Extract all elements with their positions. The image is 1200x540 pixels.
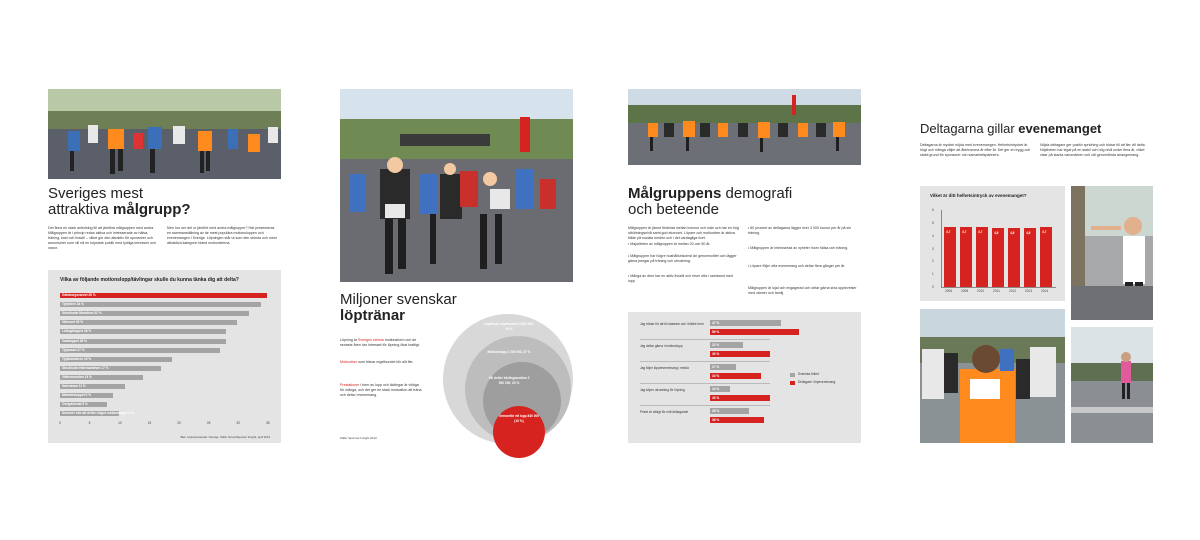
x-tick-1: 5: [88, 421, 91, 425]
category-label-0: Jag tränar för att bli starkare och i bättre form: [640, 322, 704, 326]
column-value-4: 4,6: [1010, 230, 1015, 235]
bar-label-12: Övriga/annat 8 %: [62, 402, 88, 407]
bar-value-0-0: 47 %: [712, 320, 720, 325]
page4-chart-title: Vilket är ditt helhetsintryck av evenemanget?: [930, 193, 1027, 198]
page4-intro-right: Nöjda deltagare ger positiv spridning och bidrar till att fler vill delta. Nöjdheten har legat på en stabil och hög nivå under flera år, vilket visar på starka varumärken och väl genomförda arrangemang.: [1040, 143, 1146, 157]
page1-chart-title: Vilka av följande motionslopp/tävlingar skulle du kunna tänka dig att delta?: [60, 277, 239, 283]
x-tick-5: 25: [206, 421, 211, 425]
page4-intro-left: Deltagarna är mycket nöjda med evenemangen. Helhetsintrycket är högt och många väljer att återkomma år efter år. Det ger en trygg och stabil grund för sponsorer och samarbetspartners.: [920, 143, 1031, 157]
bar-3: [60, 320, 237, 325]
bar-label-2: Stockholm Marathon 32 %: [62, 311, 102, 316]
ring-second-label: Motionslopp 2 200 000, 27 %: [487, 350, 531, 354]
page1-title-line2-bold: målgrupp?: [113, 200, 191, 218]
bar-value-2-0: 17 %: [712, 364, 720, 369]
bar-value-3-1: 40 %: [712, 395, 720, 400]
runners-photo-5: [1071, 186, 1153, 320]
column-value-6: 4,7: [1042, 229, 1047, 234]
bar-label-13: Kommer inte att delta i något motionslopp 10 %: [62, 411, 135, 416]
page3-bullet-right-2: • Målgruppen är intresserad av nyheter inom hälsa och träning.: [748, 246, 849, 250]
page2-title-line2: löptränar: [340, 306, 406, 324]
bar-1: [60, 302, 261, 307]
legend-swatch-gray: [790, 373, 795, 377]
runners-photo-1: [48, 89, 281, 179]
column-category-0: 2006: [945, 289, 953, 293]
y-tick-1: 5: [932, 220, 934, 225]
divider-3: [640, 405, 770, 406]
page2-para3-highlight: Prestationer: [340, 383, 360, 387]
page3-outro: Målgruppen är lojal och engagerad och delar gärna sina upplevelser med vänner och familj.: [748, 286, 857, 295]
bar-label-7: Tjejklassikern 19 %: [62, 356, 92, 361]
bar-value-1-1: 40 %: [712, 351, 720, 356]
page3-bullet-left-1: • Majoriteten av målgruppen är mellan 20 och 50 år.: [628, 242, 711, 246]
y-tick-3: 3: [932, 246, 934, 251]
column-value-0: 4,7: [946, 229, 951, 234]
ring-outer-label: Löptränar regelbundet 3 000 000, 40 %: [484, 322, 534, 331]
x-tick-3: 15: [147, 421, 152, 425]
runners-photo-2: [340, 89, 573, 282]
y-tick-6: 0: [932, 285, 934, 289]
bar-label-3: Vårruset 30 %: [62, 320, 84, 325]
bar-label-4: Lidingöloppet 28 %: [62, 329, 92, 334]
bar-label-9: Vätternrundan 14 %: [62, 374, 92, 379]
page4-title-prefix: Deltagarna gillar: [920, 121, 1019, 136]
column-3: [992, 228, 1004, 287]
page4-title-bold: evenemanget: [1018, 121, 1102, 136]
column-6: [1040, 227, 1052, 287]
runners-photo-3: [628, 89, 861, 165]
page3-bullet-right-1: • 60 procent av deltagarna lägger över 3 000 kronor per år på sin träning.: [748, 226, 852, 235]
bar-label-8: Stockholm Halvmarathon 17 %: [62, 365, 109, 370]
page1-title: [48, 186, 191, 218]
ring-inner-label: Genomför ett lopp 840 000 (10 %): [498, 414, 540, 423]
bar-label-6: Tjejvasan 27 %: [62, 347, 85, 352]
x-tick-4: 20: [177, 421, 181, 425]
category-label-1: Jag deltar gärna i motionslopp: [640, 344, 683, 348]
column-category-3: 2011: [993, 289, 1000, 293]
page3-bullet-left-3: • Många av dem har en aktiv livsstil och reser ofta i samband med lopp.: [628, 274, 733, 283]
y-tick-2: 4: [932, 233, 934, 238]
legend-label-gray: Svenska folket: [798, 372, 819, 376]
column-category-1: 2008: [961, 289, 969, 293]
page1-title-line2-prefix: attraktiva: [48, 200, 114, 218]
column-value-1: 4,7: [962, 229, 967, 234]
divider-2: [640, 383, 770, 384]
page2-para2-highlight: Motionärer: [340, 360, 358, 364]
page3-bullet-left-2: • Målgruppen har högre hushållsinkomst än genomsnittet och lägger gärna pengar på träning och utrustning.: [628, 254, 737, 263]
ring-third-label: Vill delta i tävlingsmotion 2 000 000, 25 %: [488, 376, 530, 385]
bar-label-11: Midnattsloppet 9 %: [62, 393, 92, 398]
page1-title-line1: Sveriges mest: [48, 185, 144, 202]
page3-intro: Målgruppen är jämnt fördelad mellan kvinnor och män och har en hög utbildningsnivå samt god ekonomi. Löpare och motionärer är aktiva både på sociala medier och i det vardagliga livet.: [628, 226, 739, 240]
bar-value-0-1: 59 %: [712, 329, 720, 334]
bar-0-0: [710, 320, 781, 326]
bar-value-4-1: 36 %: [712, 417, 720, 422]
divider-0: [640, 339, 770, 340]
bar-value-3-0: 13 %: [712, 386, 720, 391]
bar-value-2-1: 34 %: [712, 373, 720, 378]
y-tick-4: 2: [932, 259, 934, 264]
bar-label-5: Vasaloppet 28 %: [62, 338, 87, 343]
y-tick-0: 6: [932, 208, 934, 212]
column-value-2: 4,7: [978, 229, 983, 234]
page3-title-rest: demografi: [721, 185, 793, 202]
page3-title-bold: Målgruppens: [628, 185, 722, 202]
legend-label-red: Deltagare i löpevenemang: [798, 380, 836, 384]
bar-label-10: Halvvasan 11 %: [62, 384, 86, 388]
runners-photo-4: [920, 309, 1065, 443]
column-1: [960, 227, 972, 287]
page2-source: Källa: Sponsor Insight 2013: [340, 436, 377, 440]
page3-title-line2: och beteende: [628, 200, 719, 218]
page3-bullet-right-3: • Löpare följer ofta evenemang och deltar flera gånger per år.: [748, 264, 846, 268]
page2-para1: Löpning är Sveriges största motionsform och de senaste åren har intresset för löpning ökat kraftigt.: [340, 338, 420, 347]
column-2: [976, 227, 988, 287]
x-tick-7: 35: [266, 421, 270, 425]
y-axis-line: [941, 210, 942, 287]
page1-chart-source: Bas: Löpintresserade i Sverige. Källa: Novus/Sponsor Insight, april 2013: [180, 435, 270, 439]
bar-value-1-0: 22 %: [712, 342, 720, 347]
column-value-3: 4,6: [994, 230, 999, 235]
category-label-2: Jag följer löparevenemang i media: [640, 366, 689, 370]
x-axis-line: [941, 287, 1056, 288]
x-tick-2: 10: [118, 421, 122, 425]
page2-para3: Prestationer i form av lopp och tävlingar är viktiga för många, och det ger en stark motivation att träna och delta i evenemang.: [340, 383, 422, 397]
column-5: [1024, 228, 1036, 287]
column-0: [944, 227, 956, 287]
x-tick-6: 30: [236, 421, 240, 425]
page2-para1-highlight: Sveriges största: [357, 338, 384, 342]
x-tick-0: 0: [59, 421, 61, 425]
bar-label-0: Göteborgsvarvet 35 %: [62, 293, 96, 297]
column-value-5: 4,6: [1026, 230, 1031, 235]
bar-0-1: [710, 329, 799, 335]
page2-para2: Motionärer som tränar regelbundet blir allt fler.: [340, 360, 414, 364]
bar-label-1: Tjejmilen 34 %: [62, 302, 84, 307]
bar-value-4-0: 26 %: [712, 408, 720, 413]
column-category-4: 2012: [1009, 289, 1017, 293]
column-4: [1008, 228, 1020, 287]
page2-title: [340, 292, 457, 324]
page4-title: [920, 122, 1101, 136]
page1-intro-right: Men hur ser det ut jämfört med andra målgrupper? Här presenteras en sammanställning av de mest populära motionsloppen och evenemangen i Sverige. Löpningen står ut som den största och mest attraktiva kategorin bland motionärerna.: [167, 226, 277, 245]
page1-intro-left: Det finns en stark anledning till att jämföra målgruppen med andra. Målgruppen är i princip redan aktiva och intresserade av hälsa, träning, kost och livsstil – vilket gör den attraktiv för sponsorer och annonsörer som vill nå en köpstark publik med tydliga intressen och vanor.: [48, 226, 156, 250]
category-label-4: Priset är viktigt för mitt deltagande: [640, 410, 689, 414]
category-label-3: Jag köper utrustning för löpning: [640, 388, 685, 392]
legend-swatch-red: [790, 381, 795, 385]
page3-title: [628, 186, 792, 218]
runners-photo-6: [1071, 327, 1153, 443]
column-category-5: 2013: [1025, 289, 1033, 293]
column-category-2: 2010: [977, 289, 985, 293]
page2-title-line1: Miljoner svenskar: [340, 291, 457, 308]
y-tick-5: 1: [932, 272, 934, 277]
column-category-6: 2014: [1041, 289, 1049, 293]
divider-1: [640, 361, 770, 362]
